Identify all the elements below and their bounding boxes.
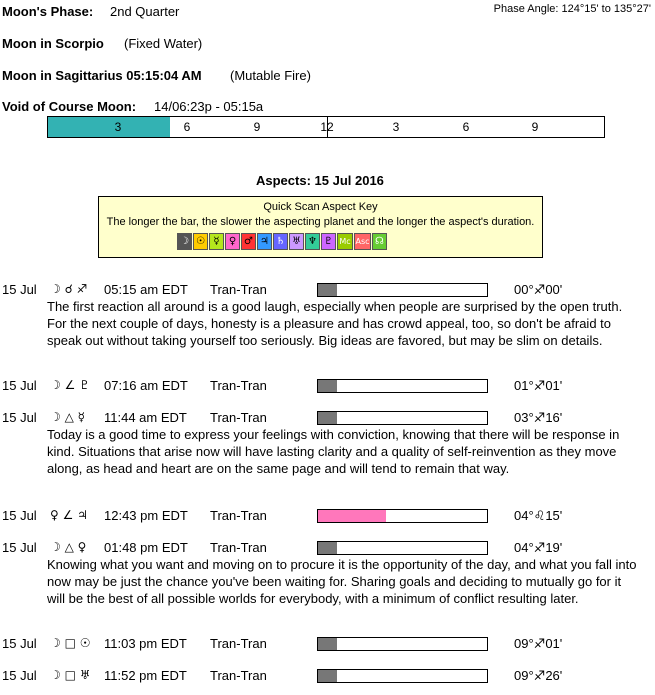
sun-icon: ☉ bbox=[193, 233, 208, 250]
phase-angle: Phase Angle: 124°15' to 135°27' bbox=[493, 3, 651, 15]
scale-tick-label: 3 bbox=[114, 120, 122, 134]
aspect-interpretation: Today is a good time to express your feelings with conviction, knowing that there will be response in kind. Situations that arise now will have lasting clarity and a quality of self-reinvention as they move along, as head and heart are on the same page and will tend to remain that way. bbox=[47, 427, 620, 476]
scale-tick-label: 6 bbox=[183, 120, 191, 134]
aspect-interpretation: The first reaction all around is a good laugh, especially when people are surprised by the open truth. For the next couple of days, honesty is a pleasure and has crowd appeal, too, so don't be afraid to speak out without taking yourself too seriously. Big ideas are favored, but may be slim on details. bbox=[47, 299, 623, 348]
aspect-duration-bar bbox=[317, 669, 488, 683]
midheaven-icon: Mc bbox=[337, 233, 353, 250]
key-title: Quick Scan Aspect Key bbox=[263, 201, 378, 213]
moon-phase-label: Moon's Phase: bbox=[2, 4, 94, 19]
scale-tick-label: 9 bbox=[253, 120, 261, 134]
aspect-duration-bar bbox=[317, 541, 488, 555]
neptune-icon: ♆ bbox=[305, 233, 320, 250]
aspect-duration-fill bbox=[318, 284, 337, 296]
aspect-time: 11:44 am EDT bbox=[104, 410, 187, 425]
aspect-glyphs: ☽ □ ♅ bbox=[50, 668, 91, 682]
scale-tick-label: 6 bbox=[462, 120, 470, 134]
scale-tick-label: 9 bbox=[531, 120, 539, 134]
aspect-glyphs: ☽ □ ☉ bbox=[50, 636, 91, 650]
moon-icon: ☽ bbox=[177, 233, 192, 250]
key-glyph-row bbox=[177, 233, 388, 250]
aspect-duration-fill bbox=[318, 510, 386, 522]
venus-icon: ♀ bbox=[225, 233, 240, 250]
aspect-position: 09°♐01' bbox=[514, 636, 563, 651]
aspect-glyphs: ♀ ∠ ♃ bbox=[50, 508, 88, 522]
aspect-position: 09°♐26' bbox=[514, 668, 563, 683]
aspect-duration-bar bbox=[317, 283, 488, 297]
aspect-type: Tran-Tran bbox=[210, 282, 267, 297]
jupiter-icon: ♃ bbox=[257, 233, 272, 250]
aspect-glyphs: ☽ ☌ ♐ bbox=[50, 282, 88, 296]
aspect-time: 05:15 am EDT bbox=[104, 282, 188, 297]
scale-tick-label: 3 bbox=[392, 120, 400, 134]
void-of-course-value: 14/06:23p - 05:15a bbox=[154, 99, 264, 114]
moon-sagittarius-detail: (Mutable Fire) bbox=[230, 68, 311, 83]
aspect-duration-bar bbox=[317, 379, 488, 393]
moon-sagittarius: Moon in Sagittarius 05:15:04 AM bbox=[2, 68, 202, 83]
aspect-date: 15 Jul bbox=[2, 282, 37, 297]
aspect-type: Tran-Tran bbox=[210, 378, 267, 393]
void-of-course-scale bbox=[47, 116, 605, 138]
aspect-time: 07:16 am EDT bbox=[104, 378, 188, 393]
aspects-title: Aspects: 15 Jul 2016 bbox=[256, 173, 384, 188]
aspect-duration-bar bbox=[317, 411, 488, 425]
aspect-time: 11:52 pm EDT bbox=[104, 668, 187, 683]
aspect-type: Tran-Tran bbox=[210, 668, 267, 683]
aspect-type: Tran-Tran bbox=[210, 540, 267, 555]
aspect-date: 15 Jul bbox=[2, 636, 37, 651]
saturn-icon: ♄ bbox=[273, 233, 288, 250]
aspect-time: 12:43 pm EDT bbox=[104, 508, 188, 523]
aspect-date: 15 Jul bbox=[2, 378, 37, 393]
aspect-position: 04°♐19' bbox=[514, 540, 563, 555]
aspect-date: 15 Jul bbox=[2, 540, 37, 555]
aspect-position: 04°♌15' bbox=[514, 508, 563, 523]
aspect-date: 15 Jul bbox=[2, 508, 37, 523]
quick-scan-key bbox=[98, 196, 543, 258]
aspect-type: Tran-Tran bbox=[210, 410, 267, 425]
scale-tick-label: 12 bbox=[320, 120, 334, 134]
aspect-duration-bar bbox=[317, 509, 488, 523]
moon-scorpio: Moon in Scorpio bbox=[2, 36, 104, 51]
aspect-type: Tran-Tran bbox=[210, 508, 267, 523]
moon-phase-value: 2nd Quarter bbox=[110, 4, 180, 19]
aspect-glyphs: ☽ △ ♀ bbox=[50, 540, 87, 554]
aspect-time: 01:48 pm EDT bbox=[104, 540, 188, 555]
aspect-glyphs: ☽ △ ☿ bbox=[50, 410, 85, 424]
aspect-duration-fill bbox=[318, 412, 337, 424]
aspect-type: Tran-Tran bbox=[210, 636, 267, 651]
aspect-date: 15 Jul bbox=[2, 668, 37, 683]
aspect-duration-fill bbox=[318, 638, 337, 650]
aspect-glyphs: ☽ ∠ ♇ bbox=[50, 378, 90, 392]
aspect-position: 01°♐01' bbox=[514, 378, 563, 393]
mercury-icon: ☿ bbox=[209, 233, 224, 250]
aspect-duration-fill bbox=[318, 670, 337, 682]
uranus-icon: ♅ bbox=[289, 233, 304, 250]
key-description: The longer the bar, the slower the aspecting planet and the longer the aspect's duration. bbox=[106, 216, 535, 228]
moon-scorpio-detail: (Fixed Water) bbox=[124, 36, 203, 51]
void-of-course-fill bbox=[48, 117, 170, 137]
pluto-icon: ♇ bbox=[321, 233, 336, 250]
ascendant-icon: Asc bbox=[354, 233, 371, 250]
mars-icon: ♂ bbox=[241, 233, 256, 250]
aspect-duration-bar bbox=[317, 637, 488, 651]
aspect-interpretation: Knowing what you want and moving on to procure it is the opportunity of the day, and what you fall into now may be just the chance you've been waiting for. Sharing goals and deciding to mutually go for it will be the best of all possible worlds for everybody, with a minimum of conflict resulting later. bbox=[47, 557, 637, 606]
aspect-time: 11:03 pm EDT bbox=[104, 636, 187, 651]
node-icon: ☊ bbox=[372, 233, 387, 250]
void-of-course-label: Void of Course Moon: bbox=[2, 99, 137, 114]
aspect-date: 15 Jul bbox=[2, 410, 37, 425]
aspect-position: 03°♐16' bbox=[514, 410, 563, 425]
aspect-position: 00°♐00' bbox=[514, 282, 563, 297]
aspect-duration-fill bbox=[318, 380, 337, 392]
aspect-duration-fill bbox=[318, 542, 337, 554]
